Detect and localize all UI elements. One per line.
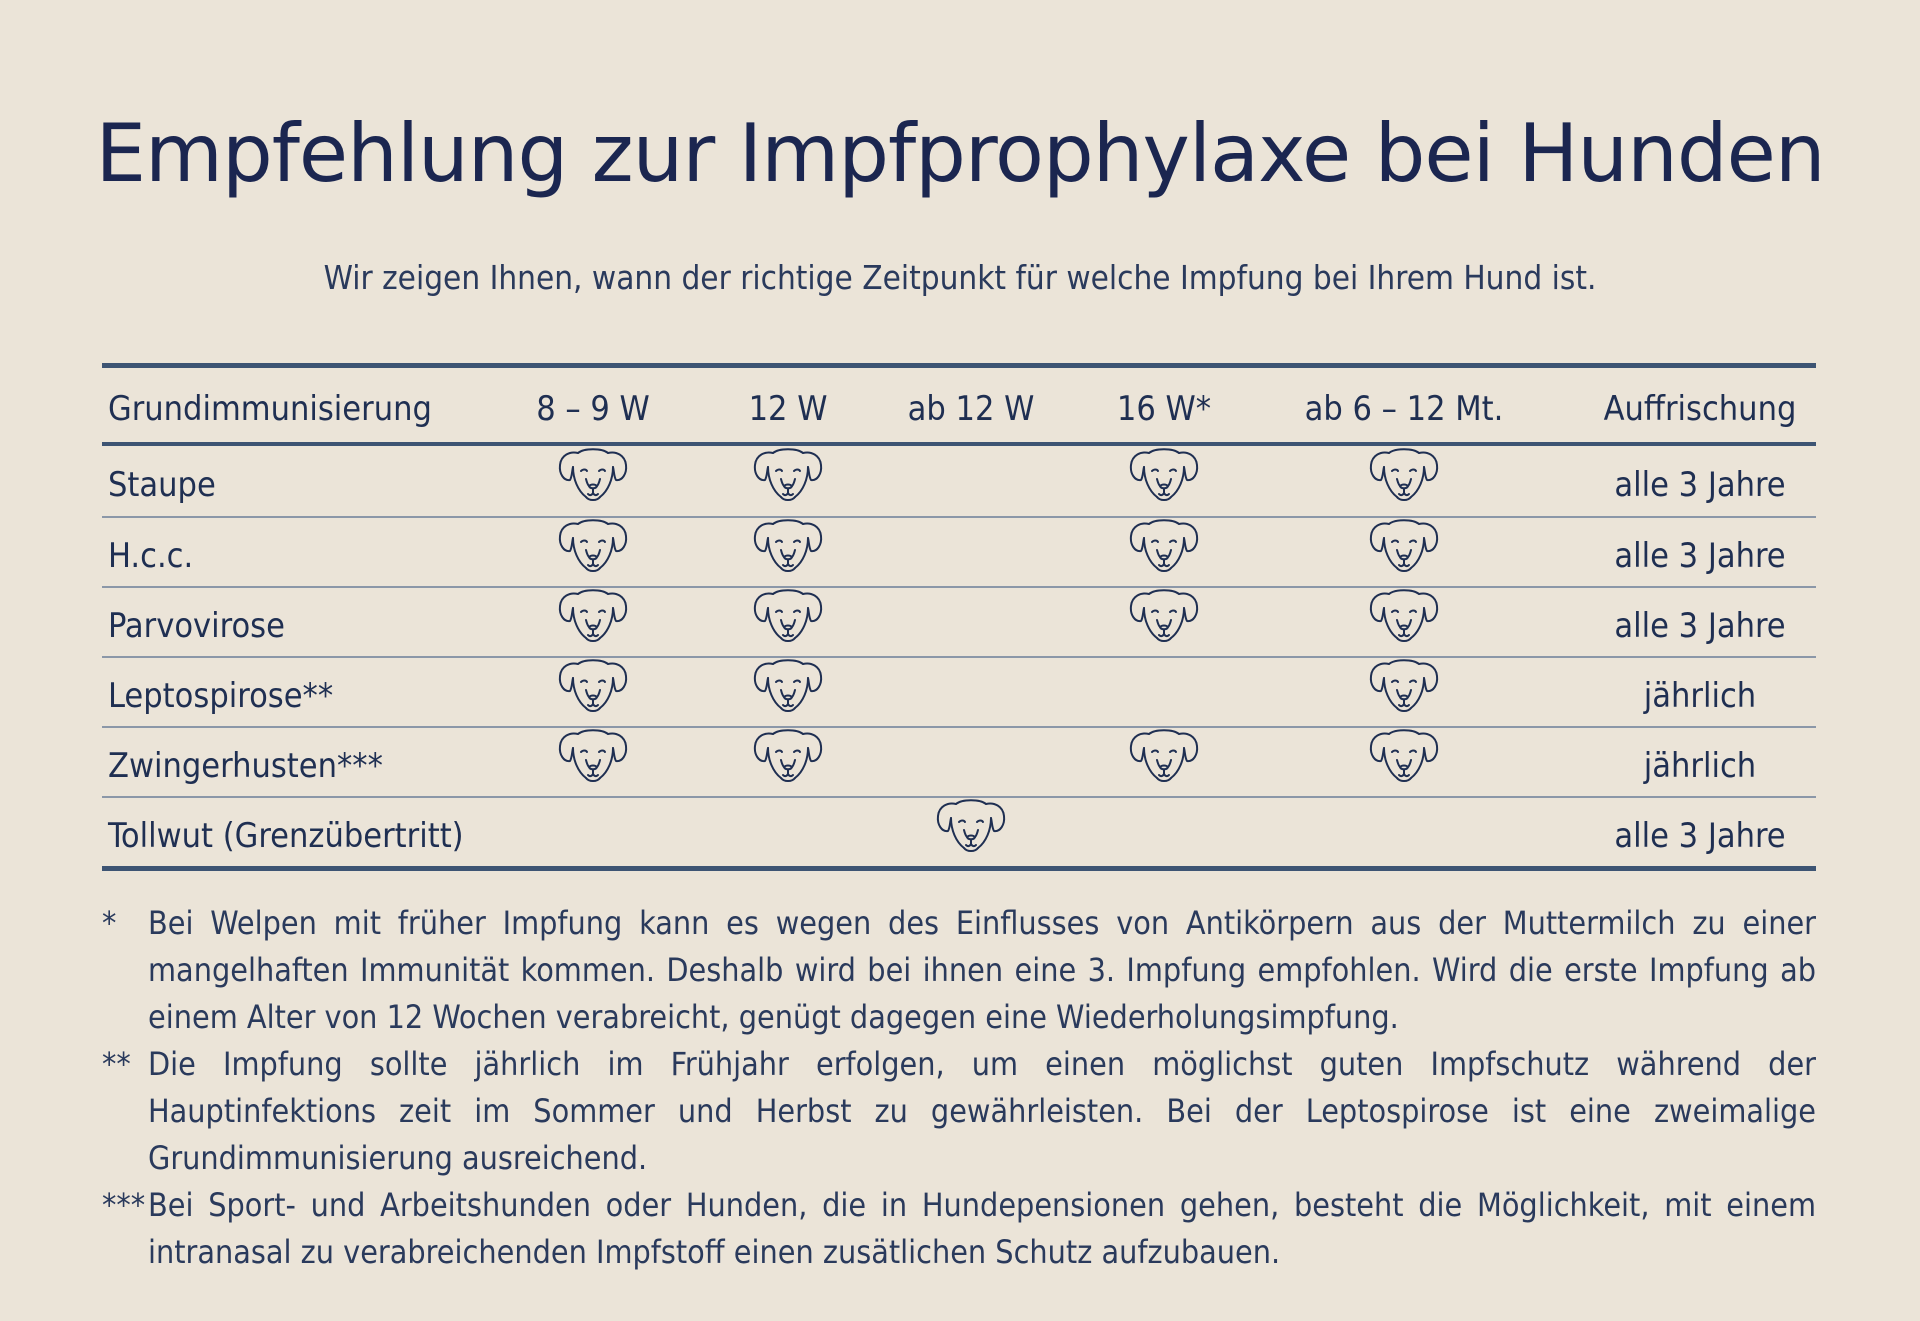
vaccination-cell bbox=[488, 728, 698, 796]
dog-head-icon bbox=[1367, 584, 1441, 646]
row-label: Zwingerhusten*** bbox=[108, 746, 383, 786]
table-row bbox=[102, 796, 1816, 866]
footnote-mark: * bbox=[102, 904, 117, 942]
vaccination-cell bbox=[698, 446, 878, 516]
vaccination-cell bbox=[488, 518, 698, 586]
dog-head-icon bbox=[1127, 443, 1201, 505]
dog-head-icon bbox=[1367, 514, 1441, 576]
vaccination-cell bbox=[488, 446, 698, 516]
vaccination-cell bbox=[698, 588, 878, 656]
vaccination-cell bbox=[878, 658, 1064, 726]
column-header: ab 12 W bbox=[907, 389, 1035, 429]
column-header: ab 6 – 12 Mt. bbox=[1304, 389, 1504, 429]
table-row bbox=[102, 656, 1816, 726]
footnotes bbox=[102, 900, 1816, 1276]
dog-head-icon bbox=[556, 724, 630, 786]
vaccination-cell bbox=[488, 658, 698, 726]
row-label: Parvovirose bbox=[108, 606, 285, 646]
footnote bbox=[102, 900, 1816, 1041]
footnote-text: Die Impfung sollte jährlich im Frühjahr erfolgen, um einen möglichst guten Impfschutz während der Hauptinfektions zeit im Sommer und Herbst zu gewährleisten. Bei der Leptospirose ist eine zweimalige Grundimmunisierung ausreichend. bbox=[148, 1045, 1816, 1177]
vaccination-cell bbox=[1264, 588, 1544, 656]
table-header-row bbox=[102, 368, 1816, 446]
footnote-text: Bei Welpen mit früher Impfung kann es wegen des Einflusses von Antikörpern aus der Muttermilch zu einer mangelhaften Immunität kommen. Deshalb wird bei ihnen eine 3. Impfung empfohlen. Wird die erste Impfung ab einem Alter von 12 Wochen verabreicht, genügt dagegen eine Wiederholungsimpfung. bbox=[148, 904, 1816, 1036]
dog-head-icon bbox=[1367, 724, 1441, 786]
row-label: Tollwut (Grenzübertritt) bbox=[108, 816, 464, 856]
refresh-interval: alle 3 Jahre bbox=[1614, 606, 1786, 646]
vaccination-cell bbox=[1064, 588, 1264, 656]
vaccination-cell bbox=[488, 588, 698, 656]
vaccination-cell bbox=[1064, 518, 1264, 586]
dog-head-icon bbox=[1367, 654, 1441, 716]
dog-head-icon bbox=[934, 794, 1008, 856]
dog-head-icon bbox=[1127, 584, 1201, 646]
vaccination-cell bbox=[1264, 798, 1544, 866]
table-row bbox=[102, 446, 1816, 516]
table-row bbox=[102, 586, 1816, 656]
footnote-mark: ** bbox=[102, 1045, 131, 1083]
vaccination-cell bbox=[878, 446, 1064, 516]
refresh-interval: jährlich bbox=[1643, 676, 1757, 716]
footnote bbox=[102, 1041, 1816, 1182]
vaccination-cell bbox=[1264, 728, 1544, 796]
refresh-interval: alle 3 Jahre bbox=[1614, 465, 1786, 505]
dog-head-icon bbox=[556, 654, 630, 716]
refresh-interval: jährlich bbox=[1643, 746, 1757, 786]
page-title: Empfehlung zur Impfprophylaxe bei Hunden bbox=[95, 107, 1825, 200]
vaccination-cell bbox=[1264, 518, 1544, 586]
footnote-text: Bei Sport- und Arbeitshunden oder Hunden, die in Hundepensionen gehen, besteht die Möglichkeit, mit einem intranasal zu verabreichenden Impfstoff einen zusätlichen Schutz aufzubauen. bbox=[148, 1186, 1816, 1271]
vaccination-cell bbox=[878, 728, 1064, 796]
vaccination-cell bbox=[698, 658, 878, 726]
vaccination-table bbox=[102, 363, 1816, 871]
column-header: 16 W* bbox=[1116, 389, 1212, 429]
vaccination-cell bbox=[698, 518, 878, 586]
vaccination-cell bbox=[1064, 658, 1264, 726]
dog-head-icon bbox=[556, 514, 630, 576]
dog-head-icon bbox=[751, 654, 825, 716]
vaccination-cell bbox=[1064, 798, 1264, 866]
refresh-interval: alle 3 Jahre bbox=[1614, 816, 1786, 856]
refresh-interval: alle 3 Jahre bbox=[1614, 536, 1786, 576]
column-header: 12 W bbox=[748, 389, 828, 429]
dog-head-icon bbox=[1367, 443, 1441, 505]
dog-head-icon bbox=[556, 443, 630, 505]
vaccination-cell bbox=[878, 518, 1064, 586]
vaccination-cell bbox=[1064, 728, 1264, 796]
vaccination-cell bbox=[698, 728, 878, 796]
vaccination-cell bbox=[878, 798, 1064, 866]
table-row bbox=[102, 726, 1816, 796]
vaccination-cell bbox=[488, 798, 698, 866]
vaccination-cell bbox=[878, 588, 1064, 656]
dog-head-icon bbox=[556, 584, 630, 646]
row-label: Leptospirose** bbox=[108, 676, 334, 716]
footnote-mark: *** bbox=[102, 1186, 146, 1224]
dog-head-icon bbox=[751, 584, 825, 646]
row-label: Staupe bbox=[108, 465, 216, 505]
row-label: H.c.c. bbox=[108, 536, 194, 576]
vaccination-cell bbox=[698, 798, 878, 866]
footnote bbox=[102, 1182, 1816, 1276]
dog-head-icon bbox=[751, 443, 825, 505]
dog-head-icon bbox=[1127, 514, 1201, 576]
column-header: 8 – 9 W bbox=[536, 389, 650, 429]
dog-head-icon bbox=[751, 514, 825, 576]
column-header: Auffrischung bbox=[1603, 389, 1797, 429]
vaccination-cell bbox=[1064, 446, 1264, 516]
dog-head-icon bbox=[1127, 724, 1201, 786]
page-subtitle: Wir zeigen Ihnen, wann der richtige Zeitpunkt für welche Impfung bei Ihrem Hund ist. bbox=[323, 258, 1597, 297]
table-row bbox=[102, 516, 1816, 586]
column-header: Grundimmunisierung bbox=[108, 389, 432, 429]
dog-head-icon bbox=[751, 724, 825, 786]
vaccination-cell bbox=[1264, 446, 1544, 516]
vaccination-cell bbox=[1264, 658, 1544, 726]
